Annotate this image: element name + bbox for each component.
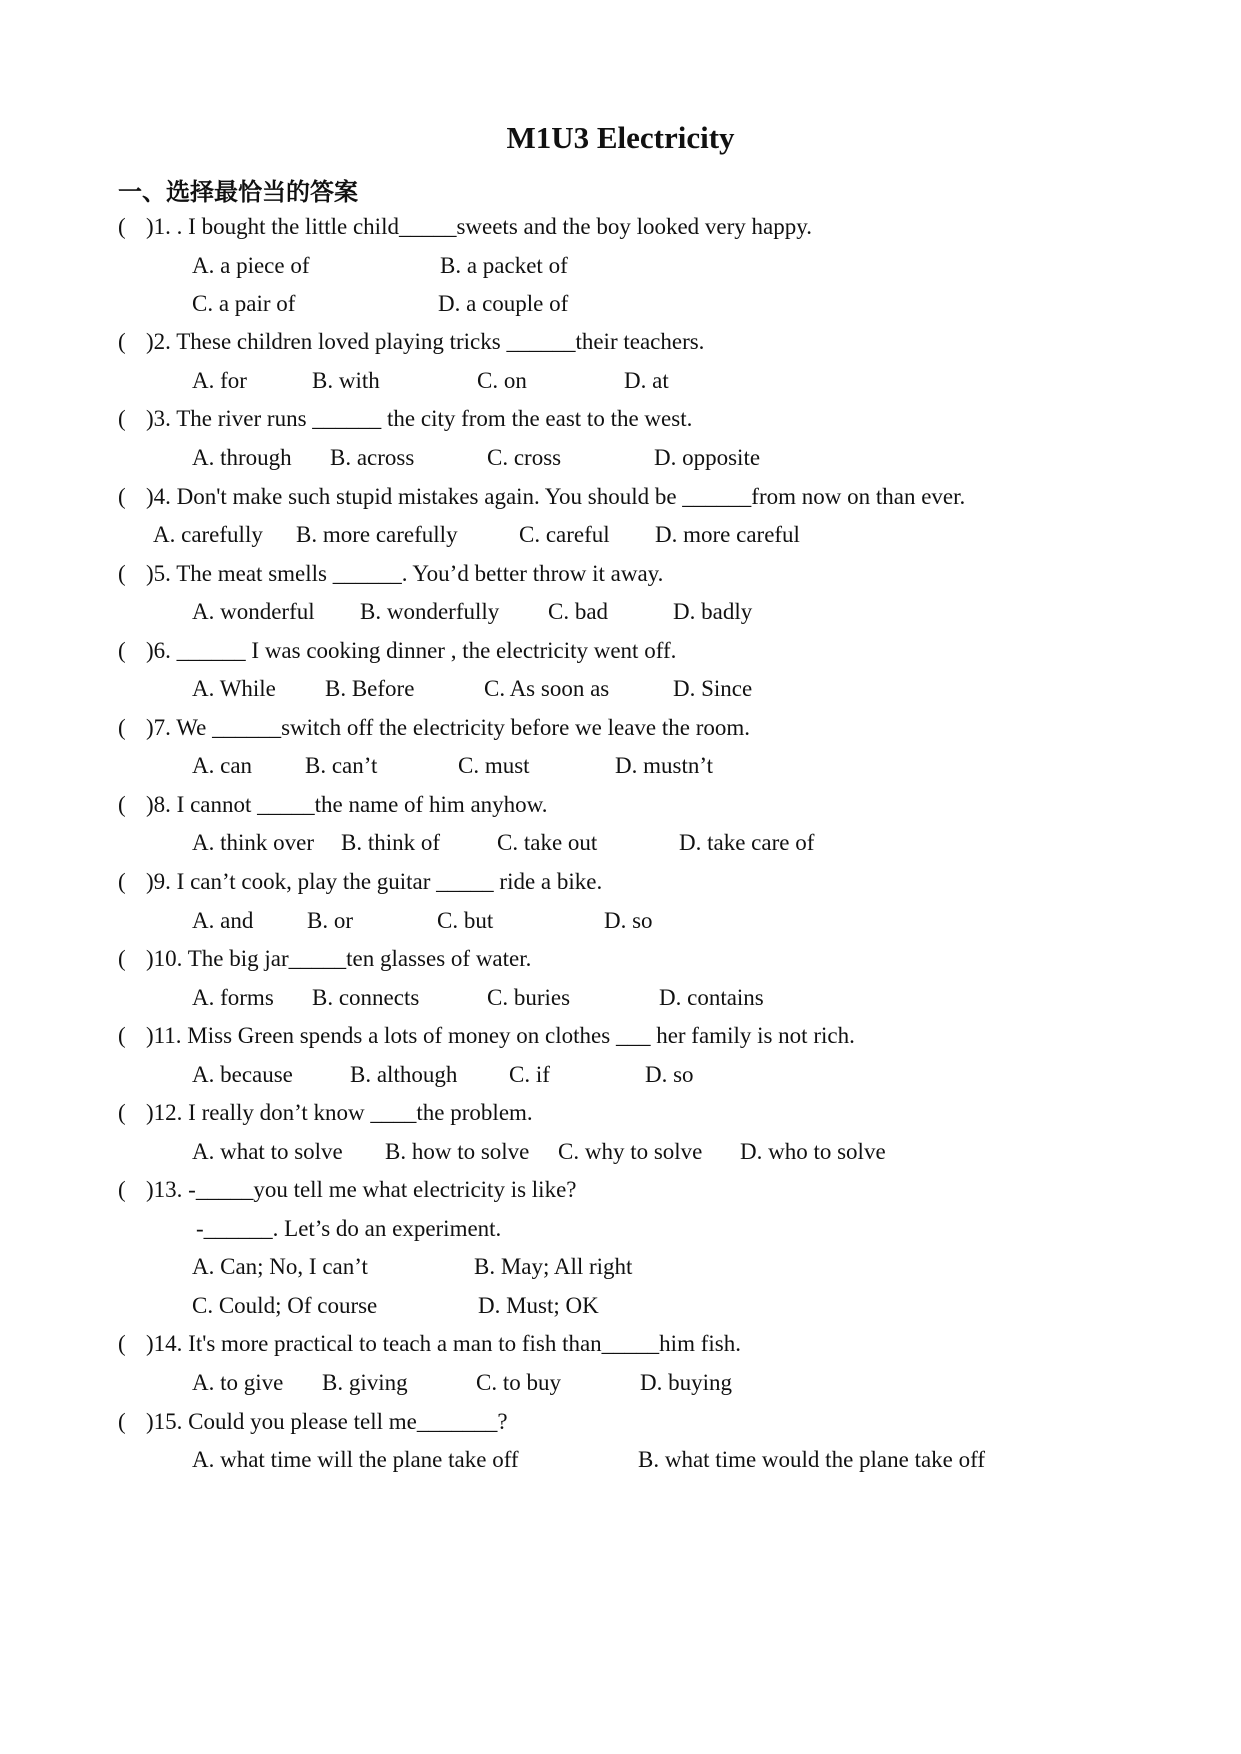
answer-option: C. bad <box>548 599 609 624</box>
answer-option: D. more careful <box>655 522 800 547</box>
answer-option: C. if <box>509 1062 550 1087</box>
answer-option: D. take care of <box>679 830 815 855</box>
answer-paren: ( <box>118 406 126 431</box>
answer-option: A. what time will the plane take off <box>192 1447 519 1472</box>
answer-option: D. so <box>604 908 653 933</box>
answer-option: D. who to solve <box>740 1139 886 1164</box>
answer-option: D. at <box>624 368 669 393</box>
answer-option: B. May; All right <box>474 1254 633 1279</box>
question-text: )7. We ______switch off the electricity before we leave the room. <box>146 715 751 740</box>
answer-option: D. a couple of <box>438 291 569 316</box>
answer-paren: ( <box>118 715 126 740</box>
response-line: -______. Let’s do an experiment. <box>196 1216 502 1241</box>
answer-paren: ( <box>118 1331 126 1356</box>
answer-option: B. across <box>330 445 415 470</box>
answer-option: D. mustn’t <box>615 753 713 778</box>
answer-paren: ( <box>118 1409 126 1434</box>
answer-option: C. must <box>458 753 530 778</box>
answer-option: C. but <box>437 908 494 933</box>
answer-option: A. think over <box>192 830 315 855</box>
question-text: )2. These children loved playing tricks ______their teachers. <box>146 329 705 354</box>
answer-option: D. badly <box>673 599 753 624</box>
answer-paren: ( <box>118 1177 126 1202</box>
answer-option: D. opposite <box>654 445 761 470</box>
answer-option: C. careful <box>519 522 610 547</box>
section-heading: 一、选择最恰当的答案 <box>118 178 358 206</box>
answer-option: D. contains <box>659 985 764 1010</box>
answer-option: A. a piece of <box>192 253 310 278</box>
answer-option: B. giving <box>322 1370 408 1395</box>
answer-option: C. why to solve <box>558 1139 703 1164</box>
answer-option: C. to buy <box>476 1370 561 1395</box>
answer-option: B. what time would the plane take off <box>638 1447 986 1472</box>
question-text: )5. The meat smells ______. You’d better throw it away. <box>146 561 664 586</box>
answer-paren: ( <box>118 484 126 509</box>
answer-paren: ( <box>118 638 126 663</box>
answer-option: B. how to solve <box>385 1139 530 1164</box>
answer-option: B. Before <box>325 676 415 701</box>
answer-option: B. connects <box>312 985 420 1010</box>
answer-option: A. can <box>192 753 253 778</box>
question-text: )4. Don't make such stupid mistakes again. You should be ______from now on than ever. <box>146 484 966 509</box>
question-text: )14. It's more practical to teach a man to fish than_____him fish. <box>146 1331 741 1356</box>
answer-paren: ( <box>118 329 126 354</box>
answer-option: B. think of <box>341 830 441 855</box>
answer-option: C. on <box>477 368 527 393</box>
answer-option: D. Must; OK <box>478 1293 599 1318</box>
answer-option: A. through <box>192 445 292 470</box>
answer-option: D. Since <box>673 676 753 701</box>
answer-option: A. for <box>192 368 247 393</box>
answer-option: B. wonderfully <box>360 599 500 624</box>
question-text: )6. ______ I was cooking dinner , the electricity went off. <box>146 638 677 663</box>
answer-option: C. a pair of <box>192 291 296 316</box>
answer-option: A. wonderful <box>192 599 315 624</box>
answer-option: C. cross <box>487 445 562 470</box>
question-text: )10. The big jar_____ten glasses of water. <box>146 946 532 971</box>
question-text: )13. -_____you tell me what electricity is like? <box>146 1177 577 1202</box>
answer-paren: ( <box>118 946 126 971</box>
answer-option: C. Could; Of course <box>192 1293 378 1318</box>
question-text: )3. The river runs ______ the city from the east to the west. <box>146 406 693 431</box>
answer-option: B. a packet of <box>440 253 568 278</box>
answer-option: C. As soon as <box>484 676 610 701</box>
answer-paren: ( <box>118 869 126 894</box>
question-text: )1. . I bought the little child_____sweets and the boy looked very happy. <box>146 214 813 239</box>
answer-option: A. Can; No, I can’t <box>192 1254 368 1279</box>
answer-option: A. While <box>192 676 276 701</box>
question-text: )12. I really don’t know ____the problem. <box>146 1100 533 1125</box>
answer-option: B. with <box>312 368 380 393</box>
answer-option: B. although <box>350 1062 458 1087</box>
answer-option: A. to give <box>192 1370 284 1395</box>
answer-option: C. take out <box>497 830 598 855</box>
answer-paren: ( <box>118 792 126 817</box>
answer-option: A. forms <box>192 985 274 1010</box>
answer-option: A. carefully <box>153 522 263 547</box>
answer-option: A. what to solve <box>192 1139 343 1164</box>
answer-option: D. buying <box>640 1370 732 1395</box>
question-text: )9. I can’t cook, play the guitar _____ ride a bike. <box>146 869 603 894</box>
question-text: )15. Could you please tell me_______? <box>146 1409 508 1434</box>
question-text: )8. I cannot _____the name of him anyhow. <box>146 792 548 817</box>
answer-paren: ( <box>118 214 126 239</box>
answer-option: B. more carefully <box>296 522 458 547</box>
answer-option: C. buries <box>487 985 571 1010</box>
answer-option: A. because <box>192 1062 293 1087</box>
answer-option: A. and <box>192 908 254 933</box>
answer-paren: ( <box>118 561 126 586</box>
answer-paren: ( <box>118 1100 126 1125</box>
page-title: M1U3 Electricity <box>506 120 735 155</box>
question-text: )11. Miss Green spends a lots of money on clothes ___ her family is not rich. <box>146 1023 855 1048</box>
answer-paren: ( <box>118 1023 126 1048</box>
answer-option: B. or <box>307 908 353 933</box>
answer-option: B. can’t <box>305 753 378 778</box>
answer-option: D. so <box>645 1062 694 1087</box>
